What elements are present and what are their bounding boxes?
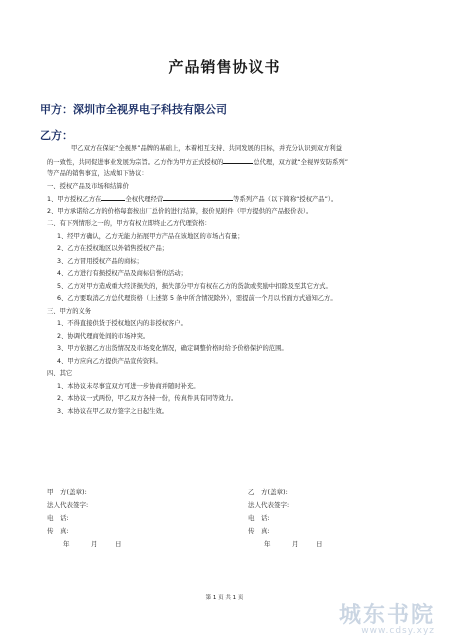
section-1-item-2: 2、甲方承诺给乙方的价格每套按出厂总价的进行结算，报价见附件（甲方提供的产品报价表）。 <box>47 207 313 215</box>
party-a-year-label: 年 <box>63 540 70 548</box>
section-2-item-2: 2、乙方在授权地区以外销售授权产品； <box>57 245 169 252</box>
party-a-fax-label: 传 真: <box>47 527 69 535</box>
party-a-seal-label: 甲 方(盖章): <box>47 488 87 496</box>
party-b-fax-label: 传 真: <box>248 527 270 535</box>
signature-block-party-a <box>47 486 122 551</box>
party-b-phone-label: 电 话: <box>248 514 270 522</box>
s1-1-text-a: 1、甲方授权乙方在 <box>47 196 102 203</box>
intro-line-3: 等产品的销售事宜，达成如下协议： <box>47 170 148 177</box>
section-4-item-2: 2、本协议一式两份，甲乙双方各持一份，传真件具有同等效力。 <box>57 395 238 402</box>
section-2-item-5: 5、乙方对甲方造成重大经济损失的，损失部分甲方有权在乙方的货款或奖励中扣除及至其它方式。 <box>57 282 332 290</box>
party-b-rep-label: 法人代表签字: <box>248 501 290 509</box>
s1-1-text-b: 全权代理经营 <box>125 196 164 203</box>
section-3-item-3: 3、甲方依据乙方出货情况及市场变化情况，确定调整价格时给予价格保护的范围。 <box>57 345 288 352</box>
section-2-item-6: 6、乙方要取消乙方总代理资格（上述第 5 条中所含情况除外），需提前一个月以书面方式通知乙方。 <box>57 295 337 302</box>
party-b-month-label: 月 <box>292 540 299 548</box>
section-3-item-4: 4、甲方应向乙方提供产品宣传资料。 <box>57 357 162 365</box>
watermark-name: 城东书院 <box>338 603 435 628</box>
party-a-date-row <box>47 538 122 551</box>
document-title: 产品销售协议书 <box>168 58 281 76</box>
section-4-item-3: 3、本协议在甲乙双方签字之日起生效。 <box>57 407 169 415</box>
section-4-title: 四、其它 <box>47 370 73 377</box>
intro-blank-region <box>223 156 253 164</box>
section-2-title: 二、有下列情形之一的，甲方有权立即终止乙方代理资格： <box>47 220 211 227</box>
party-b-seal-label: 乙 方(盖章): <box>248 488 288 496</box>
section-3-item-1: 1、不得直接供货于授权地区内的非授权客户。 <box>57 320 187 327</box>
page-number: 第 1 页 共 1 页 <box>205 595 244 601</box>
party-a-rep-label: 法人代表签字: <box>47 501 89 509</box>
s1-blank-region <box>101 193 125 201</box>
party-b-day-label: 日 <box>316 540 323 548</box>
section-2-item-4: 4、乙方进行有损授权产品及商标信誉的活动； <box>57 270 187 277</box>
section-3-item-2: 2、协调代理商处间的市场冲突。 <box>57 332 150 340</box>
section-2-item-3: 3、乙方冒用授权产品的商标； <box>57 257 143 265</box>
intro-line-2-text: 的一致性，共同促进事业发展为宗旨。乙方作为甲方正式授权的 <box>47 158 224 166</box>
intro-line-1: 甲乙双方在保证“全视界”品牌的基础上，本着相互支持、共同发展的目标，并充分认识到双方利益 <box>71 145 342 152</box>
party-a-line: 甲方：深圳市全视界电子科技有限公司 <box>40 103 227 116</box>
s1-blank-product <box>163 193 233 201</box>
signature-block-party-b <box>248 486 323 551</box>
party-b-date-row <box>248 538 323 551</box>
party-a-month-label: 月 <box>91 540 98 548</box>
section-2-item-1: 1、经甲方确认，乙方无能力拓展甲方产品在该地区的市场占有量； <box>57 232 244 240</box>
section-1-title: 一、授权产品及市场和结算价 <box>47 182 129 190</box>
party-a-phone-label: 电 话: <box>47 514 69 522</box>
watermark-url: www.cdsy.xyz <box>361 626 435 636</box>
section-3-title: 三、甲方的义务 <box>47 307 92 315</box>
section-1-item-1 <box>47 193 411 206</box>
intro-line-2-tail: 总代理，双方就“全视界安防系列” <box>253 158 348 166</box>
party-b-year-label: 年 <box>264 540 271 548</box>
section-4-item-1: 1、本协议未尽事宜双方可进一步协商并随时补充。 <box>57 382 200 390</box>
intro-line-2 <box>47 156 411 169</box>
party-b-line: 乙方： <box>40 129 73 142</box>
site-watermark <box>339 598 435 636</box>
party-a-day-label: 日 <box>115 540 122 548</box>
s1-1-text-c: 等系列产品（以下简称“授权产品”）。 <box>233 196 338 203</box>
agreement-body <box>47 143 411 418</box>
